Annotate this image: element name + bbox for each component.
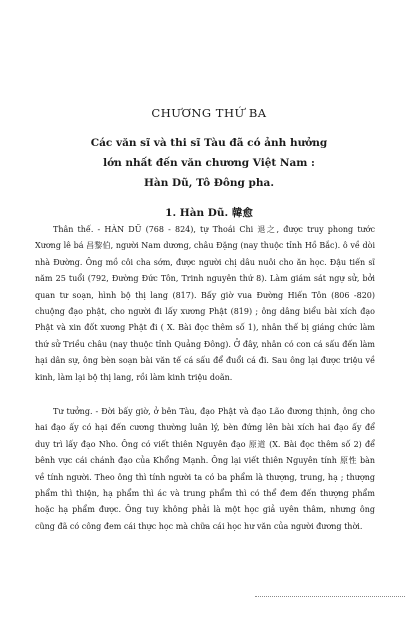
paragraph-text: - HÀN DŨ (768 - 824), tự Thoái Chi 退之, được truy phong tước Xương lê bá 昌黎伯, người Nam dương, châu Đặng (nay thuộc tỉnh Hồ Bắc). ô về dòi nhà Đường. Ông mồ côi cha sớm, được người chị dâu nuôi cho ăn học. Đậu tiến sĩ năm 25 tuổi (792, Đường Đức Tôn, Trinh nguyên thứ 8). Làm giám sát ngự sử, bởi quan tư soạn, hình bộ thị lang (817). Bấy giờ vua Đường Hiến Tôn (806 -820) chuộng đạo phật, cho người đi lấy xương Phật (819) ; ông dâng biểu bài xích đạo Phật và xin đốt xương Phật đi ( X. Bài đọc thêm số 1), nhân thế bị giáng chức làm thứ sử Triều châu (nay thuộc tỉnh Quảng Đông). Ở đây, nhân có con cá sấu đến làm hại dân sự, ông bèn soạn bài văn tế cá sấu để đuổi cá đi. Sau ông lại được triệu về kinh, làm lại bộ thị lang, rồi làm kinh triệu doãn. — [35, 225, 375, 382]
paragraph-thought — [35, 404, 375, 535]
paragraph-text: - Đời bấy giờ, ở bên Tàu, đạo Phật và đạo Lão đương thịnh, ông cho hai đạo ấy có hại đến cương thường luân lý, bèn đứng lên bài xích hai đạo ấy để duy trì lấy đạo Nho. Ông có viết thiên Nguyên đạo 原道 (X. Bài đọc thêm số 2) để bênh vực cái chánh đạo của Khổng Mạnh. Ông lại viết thiên Nguyên tính 原性 bàn về tính người. Theo ông thì tính người ta có ba phẩm là thượng, trung, hạ ; thượng phẩm thì thiện, hạ phẩm thì ác và trung phẩm thì có thể đem đến thượng phẩm hoặc hạ phẩm được. Ông tuy không phải là một học giả uyên thâm, nhưng ông cũng đã có công đem cái thực học mà chữa cái học hư văn của người đương thời. — [35, 407, 375, 531]
section-heading: 1. Hàn Dũ. 韓愈 — [165, 207, 253, 219]
subtitle-line: Hàn Dũ, Tô Đông pha. — [144, 177, 274, 189]
scan-edge-mark — [255, 596, 405, 598]
chapter-title: CHƯƠNG THỨ BA — [151, 106, 267, 120]
subtitle-line: lớn nhất đến văn chương Việt Nam : — [103, 157, 315, 169]
subtitle-line: Các văn sĩ và thi sĩ Tàu đã có ảnh hưởng — [90, 137, 328, 149]
paragraph-lead: Thân thế. — [53, 225, 94, 234]
paragraph-biography — [35, 222, 375, 386]
paragraph-lead: Tư tưởng. — [53, 407, 93, 416]
chapter-subtitle — [30, 133, 388, 193]
